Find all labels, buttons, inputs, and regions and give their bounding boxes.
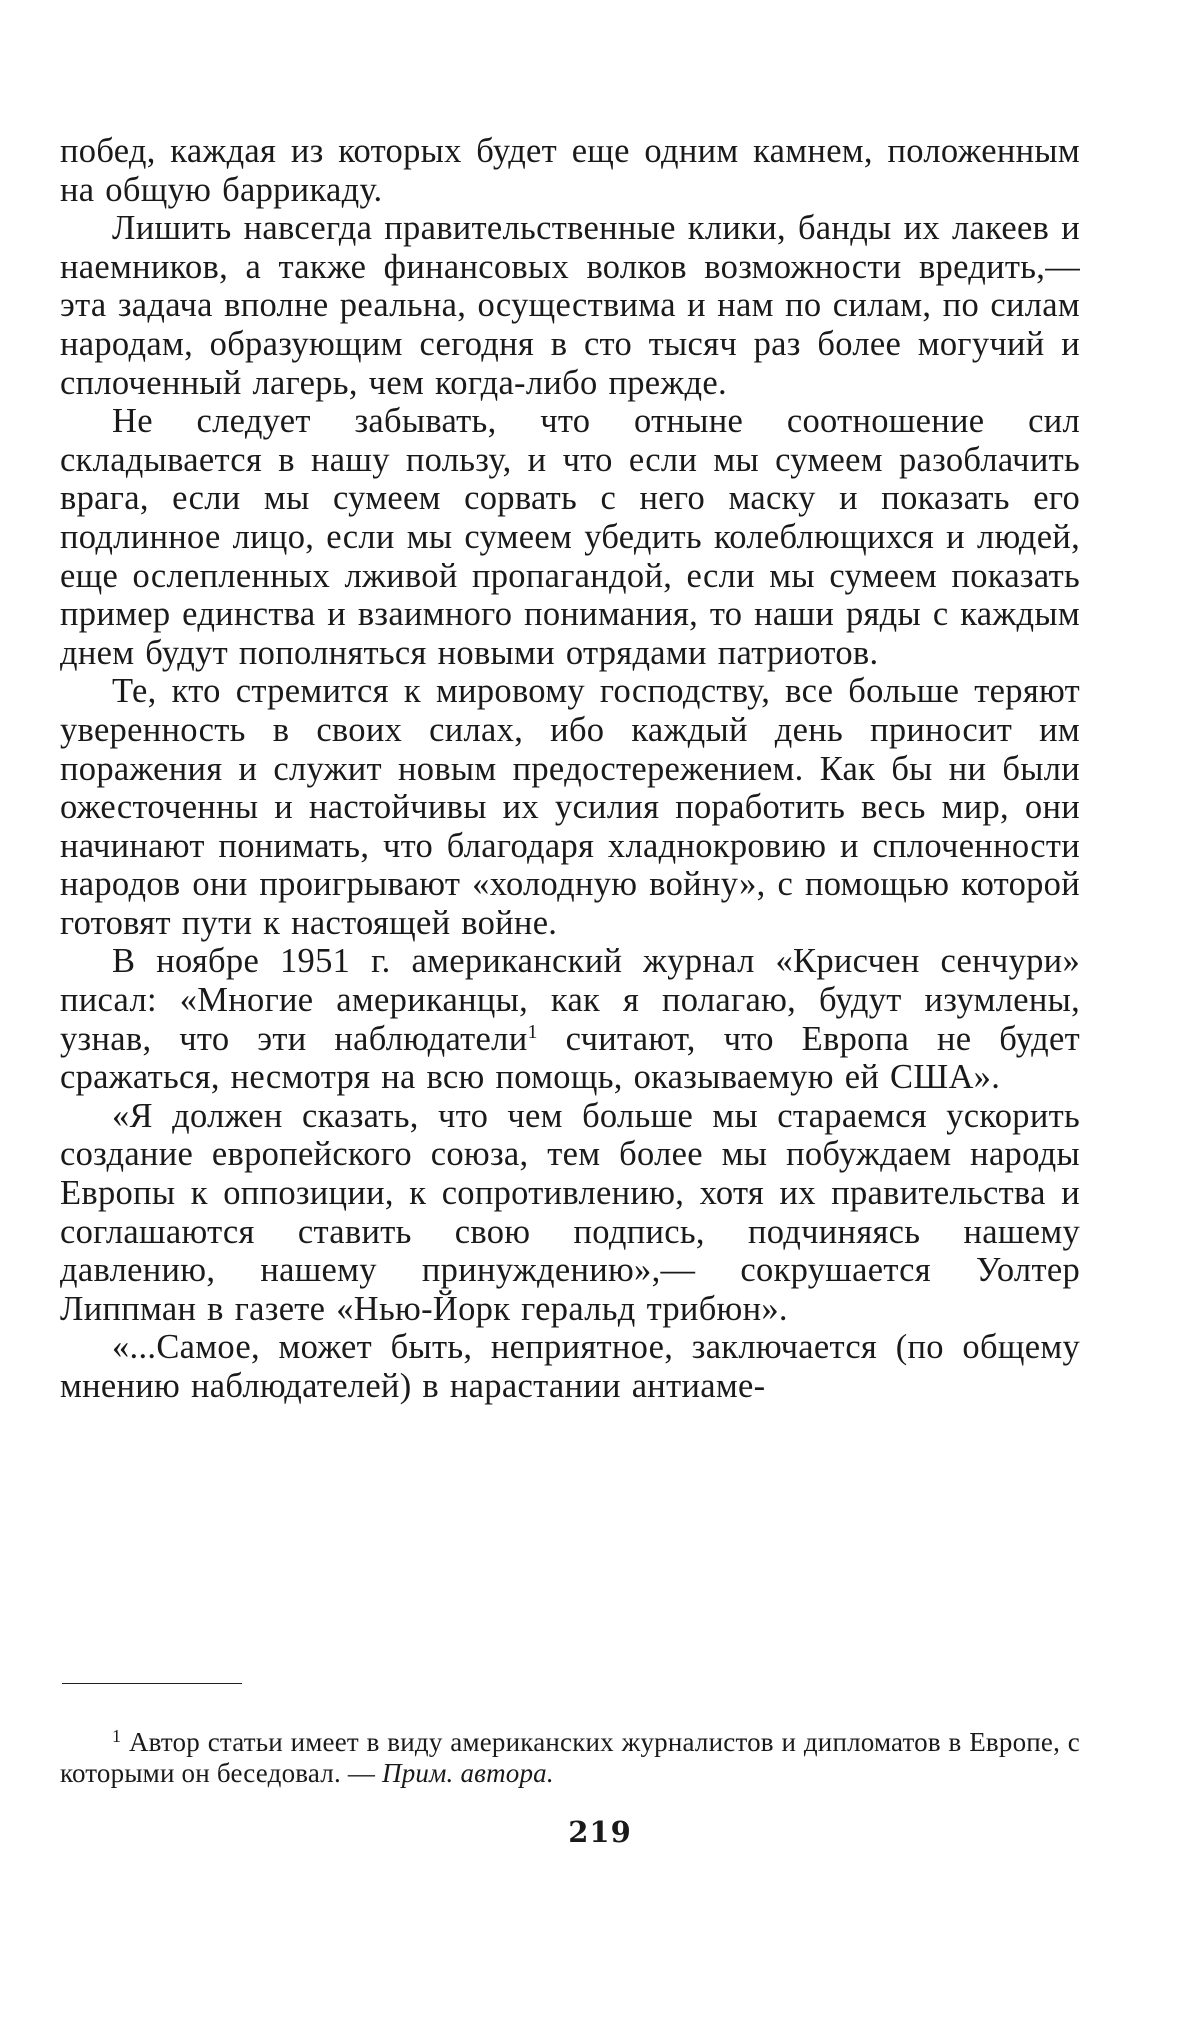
paragraph-balance-of-forces: Не следует забывать, что отныне соотношение сил складывается в нашу пользу, и что если мы сумеем разоблачить врага, если мы сумеем сорвать с него маску и показать его подлинное лицо, если мы сумеем убедить колеблющихся и людей, еще ослепленных лживой пропагандой, если мы сумеем показать пример единства и взаимного понимания, то наши ряды с каждым днем будут пополняться новыми отрядами патриотов. [60,402,1080,672]
paragraph-cliques: Лишить навсегда правительственные клики, банды их лакеев и наемников, а также финансовых волков возможности вредить,— эта задача вполне реальна, осуществима и нам по силам, по силам народам, образующим сегодня в сто тысяч раз более могучий и сплоченный лагерь, чем когда-либо прежде. [60,209,1080,402]
page-body [60,132,1080,1406]
paragraph-christian-century-text-end: считают, что Европа не будет сражаться, несмотря на всю помощь, оказываемую ей США». [60,1019,1080,1097]
footnote-text: Автор статьи имеет в виду американских журналистов и дипломатов в Европе, с которыми он беседовал. — [60,1727,1080,1788]
footnote-reference: 1 [527,1020,538,1043]
paragraph-world-domination: Те, кто стремится к мировому господству, все больше теряют уверенность в своих силах, ибо каждый день приносит им поражения и служит новым предостережением. Как бы ни были ожесточенны и настойчивы их усилия поработить весь мир, они начинают понимать, что благодаря хладнокровию и сплоченности народов они проигрывают «холодную войну», с помощью которой готовят пути к настоящей войне. [60,672,1080,942]
footnote-mark: 1 [112,1726,122,1746]
paragraph-continuation: побед, каждая из которых будет еще одним камнем, положенным на общую баррикаду. [60,132,1080,209]
footnote-divider [62,1683,242,1684]
paragraph-observers: «...Самое, может быть, неприятное, заключается (по общему мнению наблюдателей) в нарастании антиаме- [60,1328,1080,1405]
page-number: 219 [568,1815,632,1849]
footnote [60,1727,1080,1789]
paragraph-christian-century [60,942,1080,1096]
footnote-attribution: Прим. автора. [382,1758,554,1788]
paragraph-christian-century-text: В ноябре 1951 г. американский журнал «Крисчен сенчури» писал: «Многие американцы, как я полагаю, будут изумлены, узнав, что эти наблюдатели [60,942,1080,1058]
paragraph-lippmann-quote: «Я должен сказать, что чем больше мы стараемся ускорить создание европейского союза, тем более мы побуждаем народы Европы к оппозиции, к сопротивлению, хотя их правительства и соглашаются ставить свою подпись, подчиняясь нашему давлению, нашему принуждению»,— сокрушается Уолтер Липпман в газете «Нью-Йорк геральд трибюн». [60,1096,1080,1328]
